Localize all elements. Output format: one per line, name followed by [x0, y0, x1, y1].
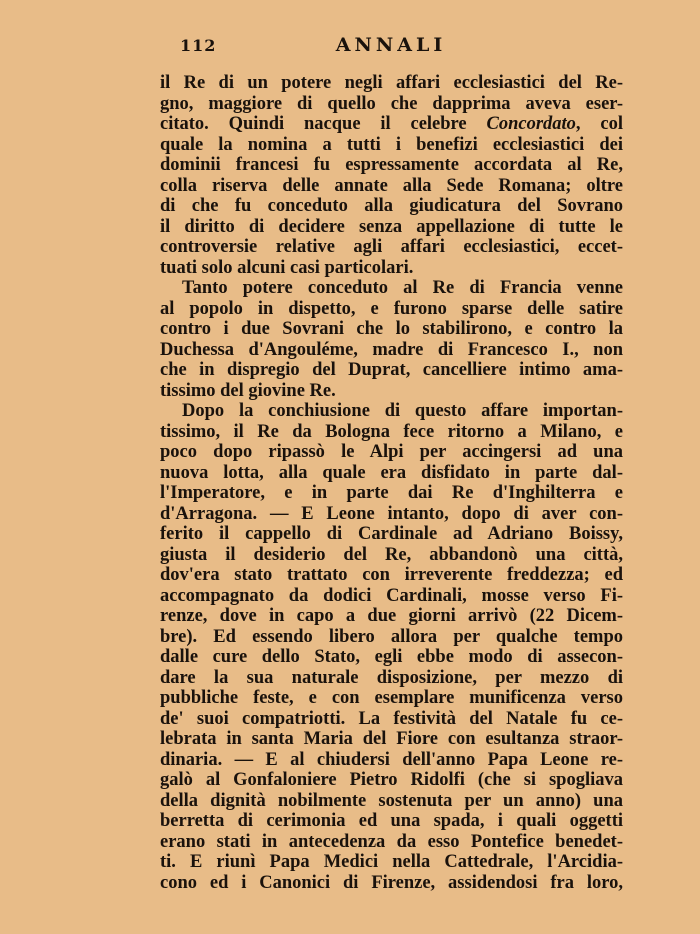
- text-line: dominii francesi fu espressamente accordata al Re,: [160, 155, 623, 175]
- text-line: contro i due Sovrani che lo stabilirono, e contro la: [160, 319, 623, 339]
- text-line: lebrata in santa Maria del Fiore con esultanza straor-: [160, 729, 623, 749]
- text-line: Duchessa d'Angouléme, madre di Francesco I., non: [160, 339, 623, 360]
- text-line: della dignità nobilmente sostenuta per un anno) una: [160, 790, 623, 811]
- text-line: il diritto di decidere senza appellazione di tutte le: [160, 216, 623, 237]
- text-line: al popolo in dispetto, e furono sparse delle satire: [160, 298, 623, 319]
- text-line: il Re di un potere negli affari ecclesiastici del Re-: [160, 73, 623, 93]
- text-line: berretta di cerimonia ed una spada, i quali oggetti: [160, 811, 623, 831]
- text-line: tissimo, il Re da Bologna fece ritorno a Milano, e: [160, 421, 623, 442]
- text-line: che in dispregio del Duprat, cancelliere intimo ama-: [160, 360, 623, 380]
- text-line: galò al Gonfaloniere Pietro Ridolfi (che si spogliava: [160, 770, 623, 790]
- text-line: giusta il desiderio del Re, abbandonò una città,: [160, 544, 623, 565]
- text-line: Tanto potere conceduto al Re di Francia venne: [182, 278, 623, 298]
- page-header: [160, 34, 622, 60]
- text-line: nuova lotta, alla quale era disfidato in parte dal-: [160, 462, 623, 483]
- text-line: Dopo la conchiusione di questo affare importan-: [182, 401, 623, 421]
- text-line: d'Arragona. — E Leone intanto, dopo di aver con-: [160, 503, 623, 524]
- body-text: [160, 73, 623, 893]
- text-line: gno, maggiore di quello che dapprima aveva eser-: [160, 93, 623, 114]
- text-line: di che fu conceduto alla giudicatura del Sovrano: [160, 196, 623, 216]
- text-line: colla riserva delle annate alla Sede Romana; oltre: [160, 175, 623, 196]
- text-line: ferito il cappello di Cardinale ad Adriano Boissy,: [160, 524, 623, 544]
- text-line: bre). Ed essendo libero allora per qualche tempo: [160, 626, 623, 647]
- text-line: l'Imperatore, e in parte dai Re d'Inghilterra e: [160, 483, 623, 503]
- text-line: de' suoi compatriotti. La festività del Natale fu ce-: [160, 708, 623, 729]
- text-line: tuati solo alcuni casi particolari.: [160, 257, 414, 278]
- text-line: dov'era stato trattato con irreverente freddezza; ed: [160, 565, 623, 585]
- page-number: 112: [180, 36, 217, 55]
- text-line: controversie relative agli affari ecclesiastici, eccet-: [160, 237, 623, 257]
- text-line: cono ed i Canonici di Firenze, assidendosi fra loro,: [160, 872, 623, 893]
- text-line: quale la nomina a tutti i benefizi ecclesiastici dei: [160, 134, 623, 155]
- text-line: pubbliche feste, e con esemplare munificenza verso: [160, 688, 623, 708]
- text-line: dare la sua naturale disposizione, per mezzo di: [160, 667, 623, 688]
- text-line: erano stati in antecedenza da esso Pontefice benedet-: [160, 831, 623, 852]
- text-line: ti. E riunì Papa Medici nella Cattedrale, l'Arcidia-: [160, 852, 623, 872]
- text-line: dalle cure dello Stato, egli ebbe modo di assecon-: [160, 647, 623, 667]
- text-line: poco dopo ripassò le Alpi per accingersi ad una: [160, 442, 623, 462]
- running-head: ANNALI: [335, 34, 447, 56]
- italic-term: Concordato: [486, 114, 576, 134]
- text-line: citato. Quindi nacque il celebre Concordato, col: [160, 114, 623, 134]
- text-line: tissimo del giovine Re.: [160, 380, 336, 401]
- text-line: renze, dove in capo a due giorni arrivò (22 Dicem-: [160, 606, 623, 626]
- text-line: dinaria. — E al chiudersi dell'anno Papa Leone re-: [160, 749, 623, 770]
- text-line: accompagnato da dodici Cardinali, mosse verso Fi-: [160, 585, 623, 606]
